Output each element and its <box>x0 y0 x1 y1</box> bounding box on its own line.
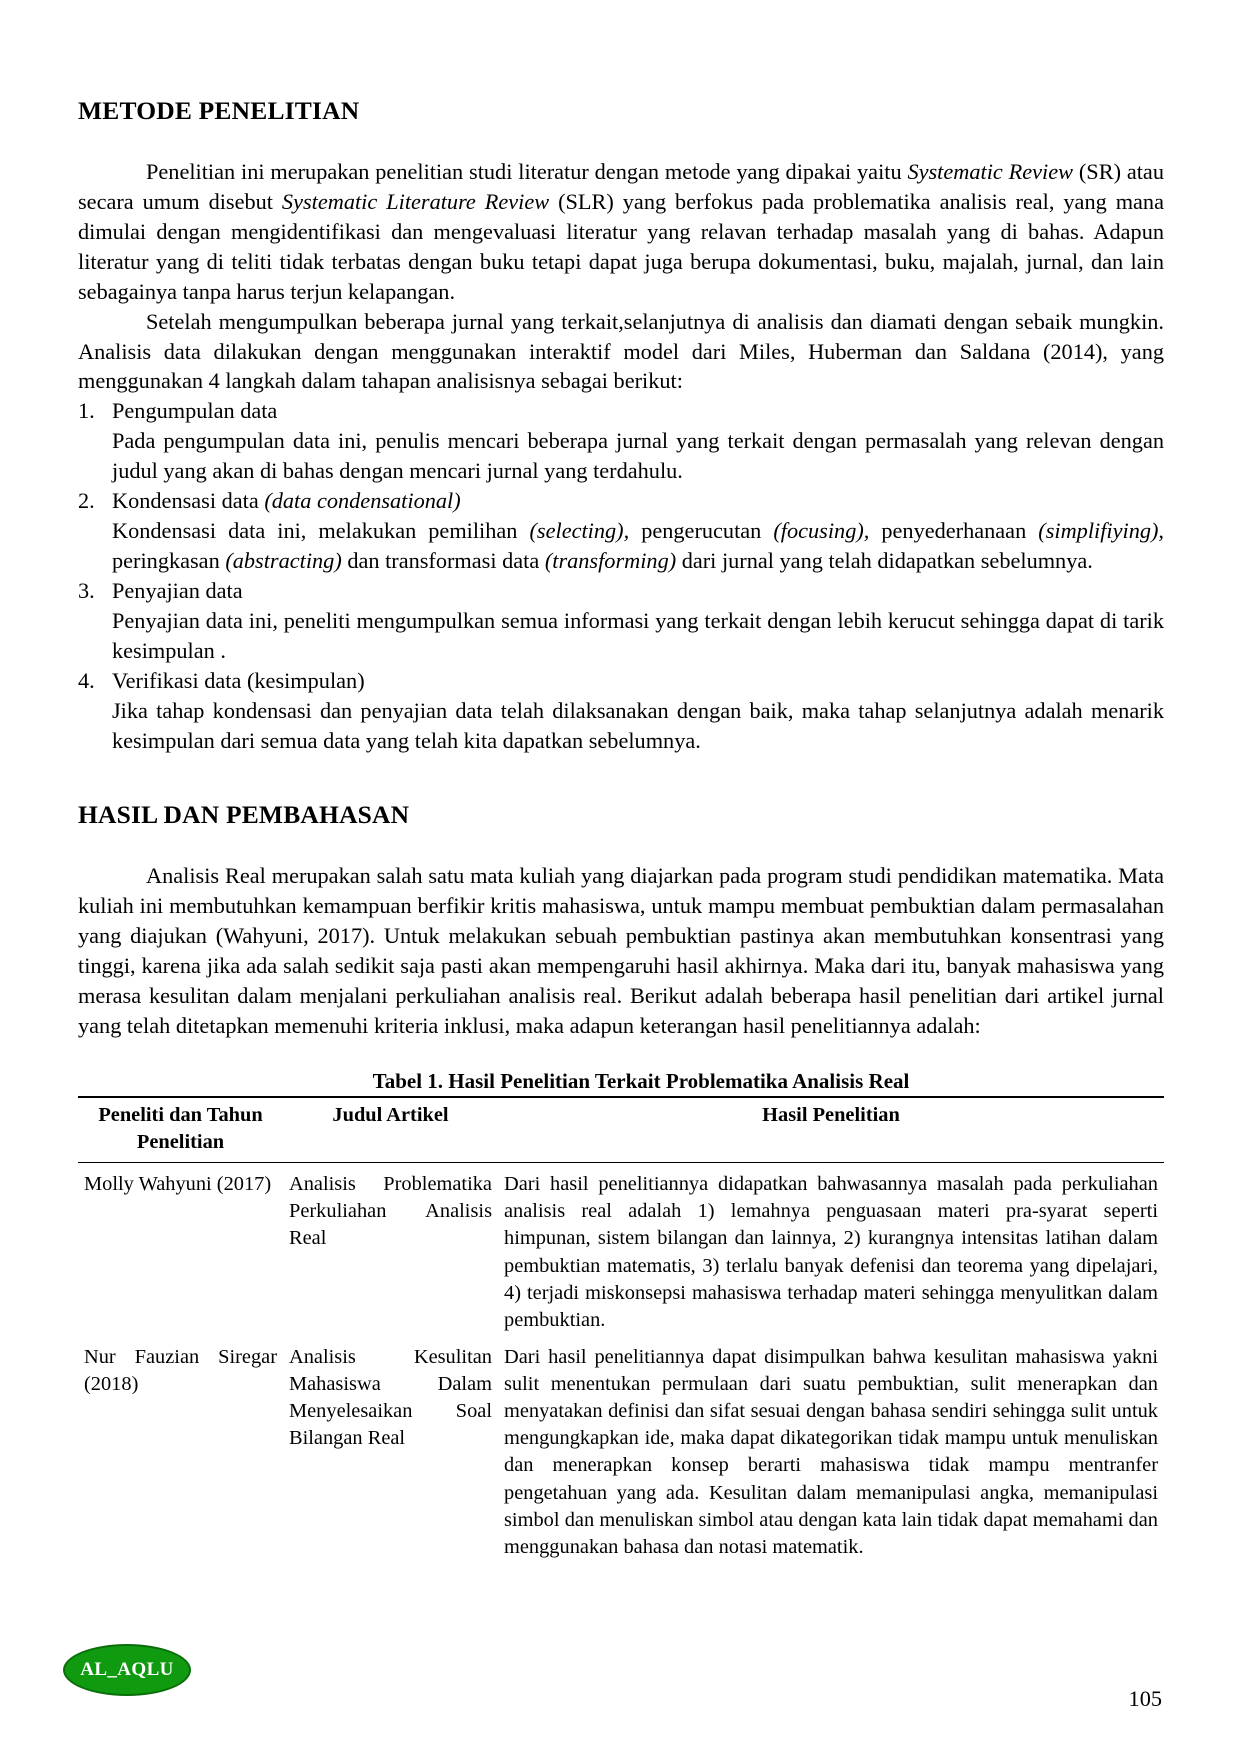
step-title: Pengumpulan data <box>112 398 278 424</box>
list-item <box>78 396 1164 486</box>
column-header-researcher: Peneliti dan Tahun Penelitian <box>78 1097 283 1163</box>
step-number: 2. <box>78 488 95 514</box>
paragraph-metode-2: Setelah mengumpulkan beberapa jurnal yang terkait,selanjutnya di analisis dan diamati dengan sebaik mungkin. Analisis data dilakukan dengan menggunakan interaktif model dari Miles, Huberman dan Saldana (2014), yang menggunakan 4 langkah dalam tahapan analisisnya sebagai berikut: <box>78 308 1164 394</box>
cell-result: Dari hasil penelitiannya didapatkan bahwasannya masalah pada perkuliahan analisis real adalah 1) lemahnya penguasaan materi pra-syarat seperti himpunan, sistem bilangan dan lainnya, 2) kurangnya intensitas latihan dalam pembuktian matematis, 3) terlalu banyak defenisi dan teorema yang dipelajari, 4) terjadi miskonsepsi mahasiswa terhadap materi sehingga menyulitkan dalam pembuktian. <box>504 1173 1158 1331</box>
table-caption: Tabel 1. Hasil Penelitian Terkait Problematika Analisis Real <box>372 1068 910 1093</box>
section-heading-hasil: HASIL DAN PEMBAHASAN <box>78 800 410 830</box>
list-item <box>78 576 1164 666</box>
page-footer <box>0 1604 1240 1754</box>
page-content <box>78 96 1164 1565</box>
spacer <box>78 831 1164 861</box>
step-title: Penyajian data <box>112 578 243 604</box>
results-table-wrapper <box>78 1069 1164 1565</box>
table-row <box>78 1163 1164 1338</box>
al-aqlu-logo <box>63 1644 191 1696</box>
paragraph-metode-1: Penelitian ini merupakan penelitian studi literatur dengan metode yang dipakai yaitu Systematic Review (SR) atau secara umum disebut Systematic Literature Review (SLR) yang berfokus pada problematika analisis real, yang mana dimulai dengan mengidentifikasi dan mengevaluasi literatur yang relavan terhadap masalah yang di bahas. Adapun literatur yang di teliti tidak terbatas dengan buku tetapi dapat juga berupa dokumentasi, buku, majalah, jurnal, dan lain sebagainya tanpa harus terjun kelapangan. <box>78 158 1164 304</box>
step-body: Jika tahap kondensasi dan penyajian data telah dilaksanakan dengan baik, maka tahap selanjutnya adalah menarik kesimpulan dari semua data yang telah kita dapatkan sebelumnya. <box>112 698 1164 754</box>
cell-researcher: Molly Wahyuni (2017) <box>84 1173 272 1196</box>
step-number: 3. <box>78 578 95 604</box>
cell-researcher: Nur Fauzian Siregar (2018) <box>84 1345 277 1396</box>
table-header <box>78 1097 1164 1163</box>
column-header-result: Hasil Penelitian <box>498 1097 1164 1163</box>
column-header-title: Judul Artikel <box>283 1097 498 1163</box>
step-body: Pada pengumpulan data ini, penulis mencari beberapa jurnal yang terkait dengan permasalah yang relevan dengan judul yang akan di bahas dengan mencari jurnal yang terdahulu. <box>112 428 1164 484</box>
section-heading-metode: METODE PENELITIAN <box>78 96 360 125</box>
step-title: Verifikasi data (kesimpulan) <box>112 668 365 694</box>
cell-result: Dari hasil penelitiannya dapat disimpulkan bahwa kesulitan mahasiswa yakni sulit menentukan permulaan dari suatu pembuktian, sulit menerapkan dan menyatakan definisi dan sifat sesuai dengan bahasa sendiri sehingga sulit untuk mengungkapkan ide, maka dapat dikategorikan tidak mampu untuk menuliskan dan menerapkan konsep berarti mahasiswa tidak mampu mentranfer pengetahuan yang ada. Kesulitan dalam memanipulasi angka, memanipulasi simbol dan menuliskan simbol atau dengan kata lain tidak dapat memahami dan menggunakan bahasa dan notasi matematik. <box>504 1345 1158 1558</box>
step-body: Kondensasi data ini, melakukan pemilihan (selecting), pengerucutan (focusing), penyederhanaan (simplifiying), peringkasan (abstracting) dan transformasi data (transforming) dari jurnal yang telah didapatkan sebelumnya. <box>112 518 1164 574</box>
logo-label: AL_AQLU <box>80 1659 174 1680</box>
cell-title: Analisis Problematika Perkuliahan Analisis Real <box>289 1173 492 1250</box>
table-row <box>78 1338 1164 1565</box>
spacer <box>78 127 1164 157</box>
step-number: 4. <box>78 668 95 694</box>
cell-title: Analisis Kesulitan Mahasiswa Dalam Menyelesaikan Soal Bilangan Real <box>289 1345 492 1450</box>
paragraph-hasil-1: Analisis Real merupakan salah satu mata kuliah yang diajarkan pada program studi pendidikan matematika. Mata kuliah ini membutuhkan kemampuan berfikir kritis mahasiswa, untuk mampu membuat pembuktian dalam permasalahan yang diajukan (Wahyuni, 2017). Untuk melakukan sebuah pembuktian pastinya akan membutuhkan konsentrasi yang tinggi, karena jika ada salah sedikit saja pasti akan mempengaruhi hasil akhirnya. Maka dari itu, banyak mahasiswa yang merasa kesulitan dalam menjalani perkuliahan analisis real. Berikut adalah beberapa hasil penelitian dari artikel jurnal yang telah ditetapkan memenuhi kriteria inklusi, maka adapun keterangan hasil penelitiannya adalah: <box>78 862 1164 1038</box>
page-number: 105 <box>1128 1686 1162 1711</box>
list-item <box>78 666 1164 756</box>
step-number: 1. <box>78 398 95 424</box>
analysis-steps-list <box>78 396 1164 756</box>
results-table <box>78 1096 1164 1565</box>
table-header-row <box>78 1097 1164 1163</box>
step-body: Penyajian data ini, peneliti mengumpulkan semua informasi yang terkait dengan lebih kerucut sehingga dapat di tarik kesimpulan . <box>112 608 1164 664</box>
step-title: Kondensasi data (data condensational) <box>112 488 461 514</box>
list-item <box>78 486 1164 576</box>
spacer <box>78 756 1164 800</box>
table-body <box>78 1163 1164 1565</box>
